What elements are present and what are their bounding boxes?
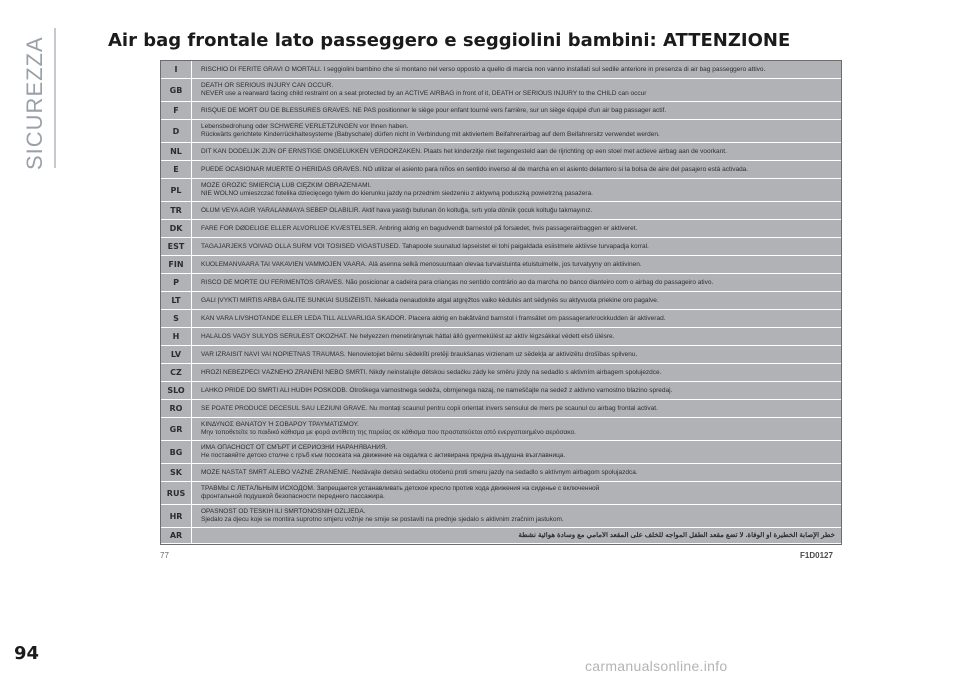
- warning-line: خطر الإصابة الخطيرة أو الوفاة. لا تضع مقعد الطفل المواجه للخلف على المقعد الأمامي مع وسادة هوائية نشطة: [518, 531, 835, 539]
- column-divider: [191, 61, 192, 78]
- table-row: [161, 310, 841, 328]
- language-code: F: [173, 106, 179, 115]
- language-code: GR: [169, 424, 183, 434]
- table-row: [161, 441, 841, 464]
- section-label: SICUREZZA: [22, 36, 47, 170]
- warning-text: [201, 238, 835, 255]
- warning-table: [160, 60, 842, 545]
- language-code: NL: [170, 147, 182, 156]
- language-code: RO: [169, 404, 183, 413]
- warning-line: ИМА ОПАСНОСТ ОТ СМЪРТ И СЕРИОЗНИ НАРАНЯВАНИЯ.: [201, 444, 388, 451]
- column-divider: [191, 179, 192, 201]
- warning-text: [201, 310, 835, 327]
- warning-line: MOŻE GROZIĆ ŚMIERCIĄ LUB CIĘŻKIM OBRAŻENIAMI.: [201, 182, 372, 189]
- warning-text: [201, 179, 835, 201]
- warning-line: Rückwärts gerichtete Kinderrückhaltesysteme (Babyschale) dürfen nicht in Verbindung mit aktiviertem Beifahrerairbag auf dem Beifahrersitz verwendet werden.: [201, 131, 660, 138]
- warning-line: OPASNOST OD TEŠKIH ILI SMRTONOSNIH OZLJEDA.: [201, 508, 366, 515]
- language-code: H: [172, 332, 180, 341]
- figure-code: F1D0127: [800, 551, 833, 560]
- column-divider: [191, 292, 192, 309]
- column-divider: [191, 120, 192, 142]
- table-row: [161, 179, 841, 202]
- language-code: BG: [169, 447, 183, 457]
- column-divider: [191, 220, 192, 237]
- warning-text: [201, 61, 835, 78]
- language-code: E: [173, 165, 179, 174]
- warning-line: DEATH OR SERIOUS INJURY CAN OCCUR.: [201, 82, 334, 89]
- warning-text: [201, 528, 835, 543]
- column-divider: [191, 441, 192, 463]
- column-divider: [191, 274, 192, 291]
- column-divider: [191, 482, 192, 504]
- warning-text: [201, 505, 835, 527]
- warning-line: SE POATE PRODUCE DECESUL SAU LEZIUNI GRAVE. Nu montați scaunul pentru copii orientat invers sensului de mers pe scaunul cu airbag frontal activat.: [201, 404, 658, 412]
- column-divider: [191, 505, 192, 527]
- warning-line: ТРАВМЫ С ЛЕТАЛЬНЫМ ИСХОДОМ. Запрещается устанавливать детское кресло против хода движения на сиденье с включенной: [201, 485, 600, 492]
- language-code: DK: [169, 224, 183, 233]
- warning-line: LAHKO PRIDE DO SMRTI ALI HUDIH POŠKODB. Otroškega varnostnega sedeža, obrnjenega nazaj, ne nameščajte na sedež z aktivno varnostno blazino spredaj.: [201, 386, 673, 394]
- warning-text: [201, 328, 835, 345]
- column-divider: [191, 310, 192, 327]
- page-title: Air bag frontale lato passeggero e seggiolini bambini: ATTENZIONE: [108, 30, 791, 51]
- warning-text: [201, 292, 835, 309]
- table-row: [161, 346, 841, 364]
- warning-line: FARE FOR DØDELIGE ELLER ALVORLIGE KVÆSTELSER. Anbring aldrig en bagudvendt barnestol på forsædet, hvis passagerairbaggen er aktiveret.: [201, 224, 638, 232]
- column-divider: [191, 238, 192, 255]
- table-row: [161, 120, 841, 143]
- warning-text: [201, 256, 835, 273]
- warning-line: NIE WOLNO umieszczać fotelika dziecięcego tyłem do kierunku jazdy na przednim siedzeniu z aktywną poduszką powietrzną pasażera.: [201, 190, 593, 197]
- column-divider: [191, 102, 192, 119]
- table-row: [161, 161, 841, 179]
- table-row: [161, 382, 841, 400]
- language-code: PL: [170, 185, 182, 195]
- warning-text: [201, 464, 835, 481]
- column-divider: [191, 161, 192, 178]
- table-row: [161, 274, 841, 292]
- warning-text: [201, 482, 835, 504]
- language-code: EST: [167, 242, 185, 251]
- warning-line: RISQUE DE MORT OU DE BLESSURES GRAVES. NE PAS positionner le siège pour enfant tourné vers l'arrière, sur un siège équipé d'un air bag passager actif.: [201, 106, 667, 114]
- warning-line: HROZÍ NEBEZPEČÍ VÁŽNÉHO ZRANĚNÍ NEBO SMRTI. Nikdy neinstalujte dětskou sedačku zády ke směru jízdy na sedadlo s aktivním airbagem spolujezdce.: [201, 368, 662, 376]
- language-code: D: [172, 126, 180, 136]
- column-divider: [191, 382, 192, 399]
- language-code: P: [173, 278, 179, 287]
- language-code: LV: [170, 350, 182, 359]
- page-number: 94: [14, 643, 40, 664]
- table-row: [161, 143, 841, 161]
- warning-line: RISCHIO DI FERITE GRAVI O MORTALI. I seggiolini bambino che si montano nel verso opposto a quello di marcia non vanno installati sul sedile anteriore in presenza di air bag passeggero attivo.: [201, 65, 766, 73]
- column-divider: [191, 364, 192, 381]
- warning-text: [201, 382, 835, 399]
- warning-text: [201, 364, 835, 381]
- warning-line: GALI ĮVYKTI MIRTIS ARBA GALITE SUNKIAI SUSIŽEISTI. Niekada nenaudokite atgal atgręžtos vaiko kėdutės ant sėdynės su aktyvuota priekine oro pagalve.: [201, 296, 659, 304]
- language-code: S: [173, 314, 179, 323]
- warning-text: [201, 79, 835, 101]
- warning-text: [201, 274, 835, 291]
- table-row: [161, 400, 841, 418]
- warning-text: [201, 441, 835, 463]
- warning-line: TAGAJÄRJEKS VÕIVAD OLLA SURM VÕI TÕSISED VIGASTUSED. Tahapoole suunatud lapseistet ei tohi paigaldada esiistmele aktiivse turvapadja korral.: [201, 242, 649, 250]
- language-code: FIN: [168, 260, 184, 269]
- column-divider: [191, 464, 192, 481]
- column-divider: [191, 202, 192, 219]
- warning-line: Не поставяйте детско столче с гръб към посоката на движение на седалка с активирана предна въздушна възглавница.: [201, 452, 566, 459]
- language-code: LT: [171, 296, 181, 305]
- table-row: [161, 464, 841, 482]
- table-row: [161, 220, 841, 238]
- warning-text: [201, 400, 835, 417]
- warning-line: MÔŽE NASTAŤ SMRŤ ALEBO VÁŽNE ZRANENIE. Nedávajte detskú sedačku otočenú proti smeru jazdy na sedadlo s aktívnym airbagom spolujazdca.: [201, 468, 638, 476]
- warning-text: [201, 346, 835, 363]
- table-row: [161, 418, 841, 441]
- watermark: carmanualsonline.info: [585, 658, 728, 674]
- language-code: SK: [170, 468, 182, 477]
- warning-line: Μην τοποθετείτε το παιδικό κάθισμα με φορά αντίθετη της πορείας σε κάθισμα που προστατεύεται από ενεργοποιημένο αερόσακο.: [201, 429, 576, 436]
- warning-line: ΚΙΝΔΥΝΟΣ ΘΑΝΑΤΟΥ Ή ΣΟΒΑΡΟΥ ΤΡΑΥΜΑΤΙΣΜΟΥ.: [201, 421, 359, 428]
- warning-line: KUOLEMANVAARA TAI VAKAVIEN VAMMOJEN VAARA. Älä asenna selkä menosuuntaan olevaa turvaistuinta etuistuimelle, jos turvatyyny on aktiivinen.: [201, 260, 642, 268]
- language-code: TR: [170, 206, 182, 215]
- table-row: [161, 292, 841, 310]
- column-divider: [191, 143, 192, 160]
- warning-line: фронтальной подушкой безопасности переднего пассажира.: [201, 493, 385, 500]
- section-divider: [54, 28, 56, 168]
- warning-line: NEVER use a rearward facing child restraint on a seat protected by an ACTIVE AIRBAG in front of it, DEATH or SERIOUS INJURY to the CHILD can occur: [201, 90, 647, 97]
- warning-line: VAR IZRAISĪT NĀVI VAI NOPIETNAS TRAUMAS. Nenovietojiet bērnu sēdeklīti pretēji braukšanas virzienam uz sēdekļa ar aktivizētu drošības spilvenu.: [201, 350, 638, 358]
- language-code: I: [174, 65, 178, 74]
- column-divider: [191, 256, 192, 273]
- table-row: [161, 505, 841, 528]
- language-code: CZ: [170, 368, 182, 377]
- warning-text: [201, 120, 835, 142]
- table-row: [161, 528, 841, 544]
- language-code: SLO: [167, 386, 185, 395]
- column-divider: [191, 328, 192, 345]
- warning-line: RISCO DE MORTE OU FERIMENTOS GRAVES. Não posicionar a cadeira para crianças no sentido contrário ao da marcha no banco dianteiro com o airbag do passageiro ativo.: [201, 278, 714, 286]
- warning-line: Sjedalo za djecu koje se montira suprotno smjeru vožnje ne smije se postaviti na prednje sjedalo s aktivnim zračnim jastukom.: [201, 516, 564, 523]
- column-divider: [191, 346, 192, 363]
- table-row: [161, 238, 841, 256]
- warning-line: Lebensbedrohung oder SCHWERE VERLETZUNGEN vor Ihnen haben.: [201, 123, 409, 130]
- warning-line: DIT KAN DODELIJK ZIJN OF ERNSTIGE ONGELUKKEN VEROORZAKEN. Plaats het kinderzitje niet tegengesteld aan de rijrichting op een stoel met actieve airbag aan de voorkant.: [201, 147, 727, 155]
- table-row: [161, 61, 841, 79]
- table-row: [161, 328, 841, 346]
- warning-text: [201, 161, 835, 178]
- warning-text: [201, 418, 835, 440]
- table-row: [161, 364, 841, 382]
- table-row: [161, 202, 841, 220]
- warning-line: KAN VARA LIVSHOTANDE ELLER LEDA TILL ALLVARLIGA SKADOR. Placera aldrig en bakåtvänd barnstol i framsätet om passagerarkrockkudden är aktiverad.: [201, 314, 666, 322]
- warning-line: ÖLÜM VEYA AĞIR YARALANMAYA SEBEP OLABİLİR. Aktif hava yastığı bulunan ön koltuğa, sırtı yola dönük çocuk koltuğu takmayınız.: [201, 206, 593, 214]
- warning-line: PUEDE OCASIONAR MUERTE O HERIDAS GRAVES. NO utilizar el asiento para niños en sentido inverso al de marcha en el asiento delantero si la bolsa de aire del pasajero está activada.: [201, 165, 749, 173]
- warning-text: [201, 202, 835, 219]
- language-code: HR: [169, 511, 183, 521]
- column-divider: [191, 400, 192, 417]
- table-row: [161, 102, 841, 120]
- warning-text: [201, 220, 835, 237]
- table-row: [161, 79, 841, 102]
- column-divider: [191, 79, 192, 101]
- table-row: [161, 482, 841, 505]
- table-row: [161, 256, 841, 274]
- language-code: AR: [169, 531, 183, 540]
- language-code: GB: [169, 85, 183, 95]
- warning-text: [201, 102, 835, 119]
- figure-number: 77: [160, 551, 169, 560]
- warning-line: HALÁLOS VAGY SÚLYOS SÉRÜLÉST OKOZHAT. Ne helyezzen menetiránynak háttal álló gyermekülést az aktív légzsákkal védett első ülésre.: [201, 332, 615, 340]
- language-code: RUS: [166, 488, 186, 498]
- column-divider: [191, 418, 192, 440]
- warning-text: [201, 143, 835, 160]
- column-divider: [191, 528, 192, 543]
